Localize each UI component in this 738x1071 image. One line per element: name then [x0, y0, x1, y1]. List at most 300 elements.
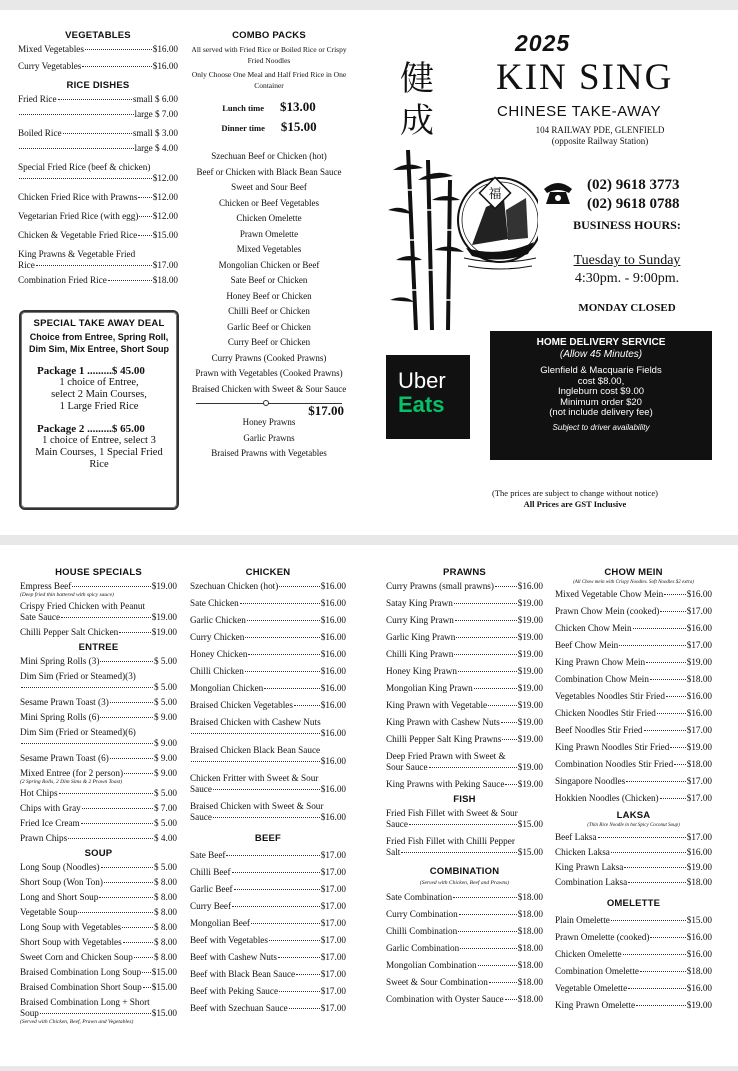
chicken-heading: CHICKEN: [245, 567, 291, 578]
dot-leader: [81, 823, 153, 824]
combination-list: [386, 892, 543, 1005]
menu-item-name: Garlic Chicken: [190, 615, 246, 625]
dot-leader: [124, 773, 153, 774]
menu-item-price: $15.00: [517, 819, 543, 829]
menu-item: [18, 211, 178, 222]
dot-leader: [143, 987, 151, 988]
menu-item: [555, 776, 712, 787]
dot-leader: [82, 808, 153, 809]
beef-list: [190, 850, 346, 1014]
dot-leader: [458, 671, 517, 672]
dot-leader: [624, 867, 685, 868]
dot-leader: [633, 628, 686, 629]
menu-item-name: Beef Laksa: [555, 832, 597, 842]
price-notice: [440, 488, 710, 510]
delivery-line-3: Ingleburn cost $9.00: [557, 386, 645, 397]
combo-item: Curry Prawns (Cooked Prawns): [211, 352, 327, 363]
menu-item: [190, 1003, 346, 1014]
combo-item: Braised Prawns with Vegetables: [211, 448, 327, 458]
menu-item: [190, 969, 346, 980]
menu-item-name: Chilli Pepper Salt Chicken: [20, 627, 119, 637]
dot-leader: [240, 603, 320, 604]
menu-item-price: $17.00: [320, 884, 346, 894]
menu-item: [386, 819, 543, 830]
menu-item-price: $15.00: [152, 230, 178, 240]
menu-item-name: Vegetable Soup: [20, 907, 78, 917]
hours-title: BUSINESS HOURS:: [573, 218, 681, 232]
menu-item-name: Chilli Beef: [190, 867, 231, 877]
dot-leader: [248, 654, 319, 655]
menu-item-price: $ 5.00: [154, 656, 177, 666]
menu-item-price: $19.00: [686, 862, 712, 872]
menu-item: [20, 1008, 177, 1019]
menu-item-name: Satay King Prawn: [386, 598, 453, 608]
dot-leader: [78, 912, 153, 913]
menu-item: [386, 666, 543, 677]
dot-leader: [502, 739, 516, 740]
menu-item: [20, 818, 177, 829]
menu-item: [190, 952, 346, 963]
menu-item-name: Short Soup with Vegetables: [20, 937, 122, 947]
menu-item: [386, 960, 543, 971]
menu-item-name: Combination Chow Mein: [555, 674, 649, 684]
menu-item-name: Sesame Prawn Toast (6): [20, 753, 109, 763]
dot-leader: [19, 178, 152, 179]
menu-item: [20, 922, 177, 933]
dot-leader: [232, 872, 320, 873]
entree-heading: ENTREE: [78, 642, 119, 653]
menu-item-price: $16.00: [320, 649, 346, 659]
menu-item-name: Sweet Corn and Chicken Soup: [20, 952, 133, 962]
menu-item: [555, 915, 712, 926]
menu-item-name: Garlic King Prawn: [386, 632, 456, 642]
menu-item-name: Braised Chicken Black Bean Sauce: [190, 745, 321, 755]
combo-item: Mixed Vegetables: [236, 244, 302, 254]
menu-item-price: $ 5.00: [154, 682, 177, 692]
menu-item-name: Braised Chicken with Sweet & Sour: [190, 801, 324, 811]
menu-item-name: Crispy Fried Chicken with Peanut: [20, 601, 146, 611]
dot-leader: [626, 781, 686, 782]
menu-item-name: Mongolian Beef: [190, 918, 250, 928]
menu-item-price: $16.00: [320, 784, 346, 794]
menu-item-name: Szechuan Chicken (hot): [190, 581, 279, 591]
menu-item-name: King Prawn Chow Mein: [555, 657, 646, 667]
menu-item-price: large $ 4.00: [134, 143, 178, 153]
chow-mein-note: (All Chow mein with Crispy Noodles. Soft Noodles $2 extra): [573, 580, 694, 585]
dot-leader: [666, 696, 686, 697]
dot-leader: [279, 586, 319, 587]
menu-item: [190, 801, 346, 812]
menu-item-name: Sweet & Sour Combination: [386, 977, 488, 987]
menu-item: [386, 683, 543, 694]
eats-text: Eats: [398, 392, 445, 417]
menu-item-name: Honey Chicken: [190, 649, 248, 659]
menu-item: [190, 649, 346, 660]
chinese-char-1: 健: [400, 59, 434, 99]
menu-item: [18, 230, 178, 241]
menu-item-price: $ 4.00: [154, 833, 177, 843]
menu-item: [555, 847, 712, 858]
menu-item: [18, 249, 178, 260]
combo-heading: COMBO PACKS: [232, 30, 306, 41]
menu-item: [190, 901, 346, 912]
menu-item-price: $18.00: [686, 966, 712, 976]
menu-item-name: Mixed Entree (for 2 person): [20, 768, 124, 778]
dot-leader: [611, 920, 686, 921]
menu-item-name: Chilli Combination: [386, 926, 458, 936]
menu-item: [190, 717, 346, 728]
dot-leader: [501, 722, 517, 723]
uber-eats-logo: [386, 355, 470, 439]
menu-item: [386, 977, 543, 988]
menu-item-price: small $ 3.00: [132, 128, 178, 138]
menu-item-name: Chicken & Vegetable Fried Rice: [18, 230, 138, 240]
house-specials-list: [20, 581, 177, 638]
menu-item-name: Long Soup (Noodles): [20, 862, 100, 872]
dot-leader: [232, 906, 320, 907]
menu-item-name: Prawn Omelette (cooked): [555, 932, 650, 942]
menu-item-name: Combination Fried Rice: [18, 275, 107, 285]
menu-item-name: Sate Beef: [190, 850, 226, 860]
combo-item: Chicken Omelette: [236, 213, 302, 223]
menu-item-name: Mini Spring Rolls (6): [20, 712, 100, 722]
omelette-heading: OMELETTE: [606, 898, 661, 909]
menu-item-name: Beef with Vegetables: [190, 935, 268, 945]
menu-item: [18, 109, 178, 120]
dot-leader: [213, 817, 320, 818]
item-note: (Served with Chicken, Beef, Prawn and Vegetables): [20, 1019, 134, 1025]
dot-leader: [478, 965, 517, 966]
menu-item-price: $18.00: [517, 892, 543, 902]
menu-item-name: Fried Fish Fillet with Sweet & Sour: [386, 808, 518, 818]
dot-leader: [85, 49, 152, 50]
menu-item: [18, 173, 178, 184]
menu-item: [18, 192, 178, 203]
item-note: (2 Spring Rolls, 2 Dim Sims & 2 Prawn Toast): [20, 779, 123, 785]
menu-item: [190, 918, 346, 929]
phone-icon: [542, 180, 574, 206]
menu-item-price: $16.00: [320, 756, 346, 766]
menu-item: [20, 892, 177, 903]
menu-item: [555, 708, 712, 719]
menu-item-price: $19.00: [517, 615, 543, 625]
menu-item-price: $19.00: [686, 1000, 712, 1010]
menu-item: [555, 862, 712, 873]
dot-leader: [670, 747, 685, 748]
menu-item-name: King Prawn with Cashew Nuts: [386, 717, 500, 727]
dot-leader: [474, 688, 517, 689]
menu-item: [20, 627, 177, 638]
menu-item-price: $16.00: [686, 949, 712, 959]
menu-item-price: $16.00: [320, 615, 346, 625]
menu-item: [555, 691, 712, 702]
menu-item-price: $19.00: [517, 779, 543, 789]
fu-character: 福: [488, 187, 502, 202]
dot-leader: [269, 940, 320, 941]
menu-item: [190, 728, 346, 739]
menu-item-name: Braised Chicken with Cashew Nuts: [190, 717, 321, 727]
menu-item-price: $ 5.00: [154, 818, 177, 828]
menu-item-name: Chicken Noodles Stir Fried: [555, 708, 656, 718]
menu-item-name: Soup: [20, 1008, 39, 1018]
menu-item-price: $16.00: [686, 623, 712, 633]
chicken-list: [190, 581, 346, 823]
dot-leader: [296, 974, 320, 975]
menu-item: [190, 632, 346, 643]
menu-item-name: Beef with Peking Sauce: [190, 986, 279, 996]
menu-item-price: $19.00: [517, 762, 543, 772]
menu-item-price: $15.00: [151, 967, 177, 977]
menu-item-price: $19.00: [151, 612, 177, 622]
dot-leader: [82, 66, 151, 67]
menu-item-price: $15.00: [151, 982, 177, 992]
dot-leader: [456, 637, 516, 638]
hours-days: Tuesday to Sunday: [573, 253, 681, 268]
menu-item-name: Curry Combination: [386, 909, 458, 919]
menu-item: [20, 862, 177, 873]
phone-number-2[interactable]: (02) 9618 0788: [587, 196, 680, 212]
menu-item: [555, 759, 712, 770]
menu-item: [190, 867, 346, 878]
combo-item: Garlic Prawns: [243, 432, 295, 443]
dot-leader: [191, 733, 320, 734]
dot-leader: [21, 743, 153, 744]
menu-item: [20, 753, 177, 764]
menu-item-price: $17.00: [686, 606, 712, 616]
menu-item-name: Rice: [18, 260, 35, 270]
dot-leader: [59, 793, 154, 794]
dot-leader: [429, 767, 517, 768]
menu-item-price: $17.00: [320, 1003, 346, 1013]
menu-item: [18, 275, 178, 286]
delivery-line-2: cost $8.00,: [577, 375, 625, 387]
dot-leader: [488, 705, 517, 706]
menu-item: [20, 712, 177, 723]
dot-leader: [278, 957, 320, 958]
combo-item: Garlic Beef or Chicken: [227, 321, 311, 332]
menu-item-price: $16.00: [152, 44, 178, 54]
laksa-note: (Thin Rice Noodle in hot Spicy Coconut Soup): [587, 823, 680, 828]
menu-item: [555, 657, 712, 668]
price-notice-2: All Prices are GST Inclusive: [523, 499, 627, 509]
menu-item: [555, 932, 712, 943]
dot-leader: [459, 914, 517, 915]
menu-item-price: $19.00: [686, 657, 712, 667]
menu-item: [555, 623, 712, 634]
menu-item-price: $18.00: [517, 943, 543, 953]
menu-item-name: Curry Chicken: [190, 632, 245, 642]
menu-item: [555, 877, 712, 888]
combo-items: [188, 151, 350, 394]
dinner-price: $15.00: [280, 119, 317, 134]
menu-item-name: Chicken Chow Mein: [555, 623, 632, 633]
menu-item: [555, 589, 712, 600]
menu-item-price: $ 8.00: [154, 892, 177, 902]
chinese-name: [400, 58, 434, 142]
combo-item: Mongolian Chicken or Beef: [218, 259, 320, 270]
address: [480, 125, 720, 147]
combo-item: Beef or Chicken with Black Bean Sauce: [196, 166, 342, 177]
dot-leader: [19, 114, 134, 115]
menu-item-price: $18.00: [517, 909, 543, 919]
menu-item-price: $12.00: [152, 173, 178, 183]
dot-leader: [99, 897, 153, 898]
menu-item-name: Honey King Prawn: [386, 666, 457, 676]
menu-item: [555, 949, 712, 960]
menu-item-price: $18.00: [517, 977, 543, 987]
delivery-box: [490, 331, 712, 460]
menu-item-name: Beef Chow Mein: [555, 640, 619, 650]
dot-leader: [460, 948, 517, 949]
menu-item: [18, 44, 178, 55]
menu-item: [555, 674, 712, 685]
dot-leader: [58, 99, 132, 100]
menu-item: [20, 788, 177, 799]
menu-item-price: $17.00: [320, 918, 346, 928]
restaurant-subtitle: CHINESE TAKE-AWAY: [497, 103, 662, 120]
menu-item: [18, 61, 178, 72]
menu-item-price: $ 9.00: [154, 768, 177, 778]
menu-item: [555, 1000, 712, 1011]
menu-item-name: Sour Sauce: [386, 762, 428, 772]
menu-item: [190, 666, 346, 677]
menu-item: [386, 649, 543, 660]
hours-times: 4:30pm. - 9:00pm.: [574, 271, 680, 286]
menu-item: [20, 612, 177, 623]
combination-heading: COMBINATION: [429, 866, 500, 877]
menu-item-name: Vegetarian Fried Rice (with egg): [18, 211, 139, 221]
menu-item: [20, 768, 177, 779]
dot-leader: [245, 671, 320, 672]
menu-item: [190, 683, 346, 694]
menu-item-name: Vegetables Noodles Stir Fried: [555, 691, 665, 701]
menu-item-price: large $ 7.00: [134, 109, 178, 119]
menu-item-name: Braised Chicken Vegetables: [190, 700, 293, 710]
dot-leader: [636, 1005, 686, 1006]
phone-number-1[interactable]: (02) 9618 3773: [587, 177, 680, 193]
menu-item: [18, 162, 178, 173]
menu-item-name: Chicken Fried Rice with Prawns: [18, 192, 138, 202]
menu-item-name: Mixed Vegetables: [18, 44, 84, 54]
menu-item-price: $ 8.00: [154, 937, 177, 947]
monday-closed: MONDAY CLOSED: [578, 302, 676, 314]
dot-leader: [505, 784, 516, 785]
menu-item: [555, 983, 712, 994]
vegetables-list: [18, 44, 178, 72]
menu-item: [190, 700, 346, 711]
combo-sub1: All served with Fried Rice or Boiled Rice or Crispy Fried Noodles: [191, 45, 347, 65]
package-1: Package 1 .........$ 45.00: [37, 365, 145, 377]
menu-item-name: Dim Sim (Fried or Steamed)(6): [20, 727, 136, 737]
menu-item-price: $17.00: [686, 640, 712, 650]
package-2: Package 2 .........$ 65.00: [37, 423, 145, 435]
combo-item: Curry Beef or Chicken: [227, 337, 311, 347]
menu-item-price: $18.00: [152, 275, 178, 285]
dot-leader: [289, 1008, 320, 1009]
menu-item-price: $ 7.00: [154, 803, 177, 813]
menu-item: [555, 793, 712, 804]
menu-item-price: $ 8.00: [154, 877, 177, 887]
menu-item-price: $17.00: [320, 850, 346, 860]
menu-item-name: Plain Omelette: [555, 915, 610, 925]
menu-item-name: Sesame Prawn Toast (3): [20, 697, 109, 707]
col-prawns-fish-combination: [386, 567, 543, 1009]
menu-item-name: Special Fried Rice (beef & chicken): [18, 162, 151, 172]
menu-item-name: Beef with Black Bean Sauce: [190, 969, 296, 979]
menu-item-name: King Prawns with Peking Sauce: [386, 779, 505, 789]
menu-item-price: $17.00: [686, 725, 712, 735]
menu-item: [20, 738, 177, 749]
menu-item: [386, 994, 543, 1005]
menu-item: [20, 907, 177, 918]
menu-item: [20, 982, 177, 993]
menu-item: [190, 850, 346, 861]
dot-leader: [110, 702, 153, 703]
menu-item-price: $16.00: [686, 932, 712, 942]
menu-item-price: $16.00: [686, 691, 712, 701]
menu-item-price: $16.00: [686, 983, 712, 993]
dot-leader: [664, 594, 685, 595]
menu-item: [20, 601, 177, 612]
package-2-desc: 1 choice of Entree, select 3 Main Courses, 1 Special Fried Rice: [35, 435, 163, 470]
chow-mein-heading: CHOW MEIN: [604, 567, 663, 578]
chow-mein-list: [555, 589, 712, 804]
menu-item: [20, 671, 177, 682]
dot-leader: [489, 982, 517, 983]
combo-item: Braised Chicken with Sweet & Sour Sauce: [191, 383, 347, 394]
menu-item-price: $16.00: [686, 589, 712, 599]
menu-item: [386, 734, 543, 745]
menu-item-name: Garlic Beef: [190, 884, 233, 894]
dot-leader: [674, 764, 686, 765]
menu-item-price: $18.00: [686, 674, 712, 684]
menu-item: [190, 598, 346, 609]
menu-item-name: Braised Combination Long Soup: [20, 967, 142, 977]
menu-item-price: $12.00: [152, 211, 178, 221]
menu-item-price: $17.00: [320, 901, 346, 911]
menu-item-price: $16.00: [320, 683, 346, 693]
menu-item: [190, 581, 346, 592]
menu-item: [386, 943, 543, 954]
menu-item-price: $15.00: [151, 1008, 177, 1018]
menu-item-name: Mongolian Combination: [386, 960, 477, 970]
menu-item-name: Chicken Fritter with Sweet & Sour: [190, 773, 319, 783]
price-notice-1: (The prices are subject to change without notice): [492, 488, 658, 498]
menu-item-price: $18.00: [517, 926, 543, 936]
menu-item-price: $ 8.00: [154, 952, 177, 962]
combo-divider: [188, 399, 350, 418]
menu-item-price: $17.00: [686, 793, 712, 803]
special-deal-box: [19, 310, 179, 510]
dot-leader: [611, 852, 686, 853]
dot-leader: [623, 954, 686, 955]
menu-item: [386, 632, 543, 643]
menu-item-name: Dim Sim (Fried or Steamed)(3): [20, 671, 136, 681]
dot-leader: [119, 632, 150, 633]
dot-leader: [100, 661, 153, 662]
dot-leader: [640, 971, 686, 972]
combo-item: Prawn Omelette: [239, 228, 299, 239]
dot-leader: [279, 991, 320, 992]
dot-leader: [455, 620, 517, 621]
menu-item: [386, 847, 543, 858]
menu-item: [555, 832, 712, 843]
menu-item: [386, 717, 543, 728]
menu-item-name: Combination Omelette: [555, 966, 639, 976]
dot-leader: [100, 717, 153, 718]
delivery-allow: (Allow 45 Minutes): [559, 349, 643, 360]
menu-item-name: Combination Noodles Stir Fried: [555, 759, 674, 769]
